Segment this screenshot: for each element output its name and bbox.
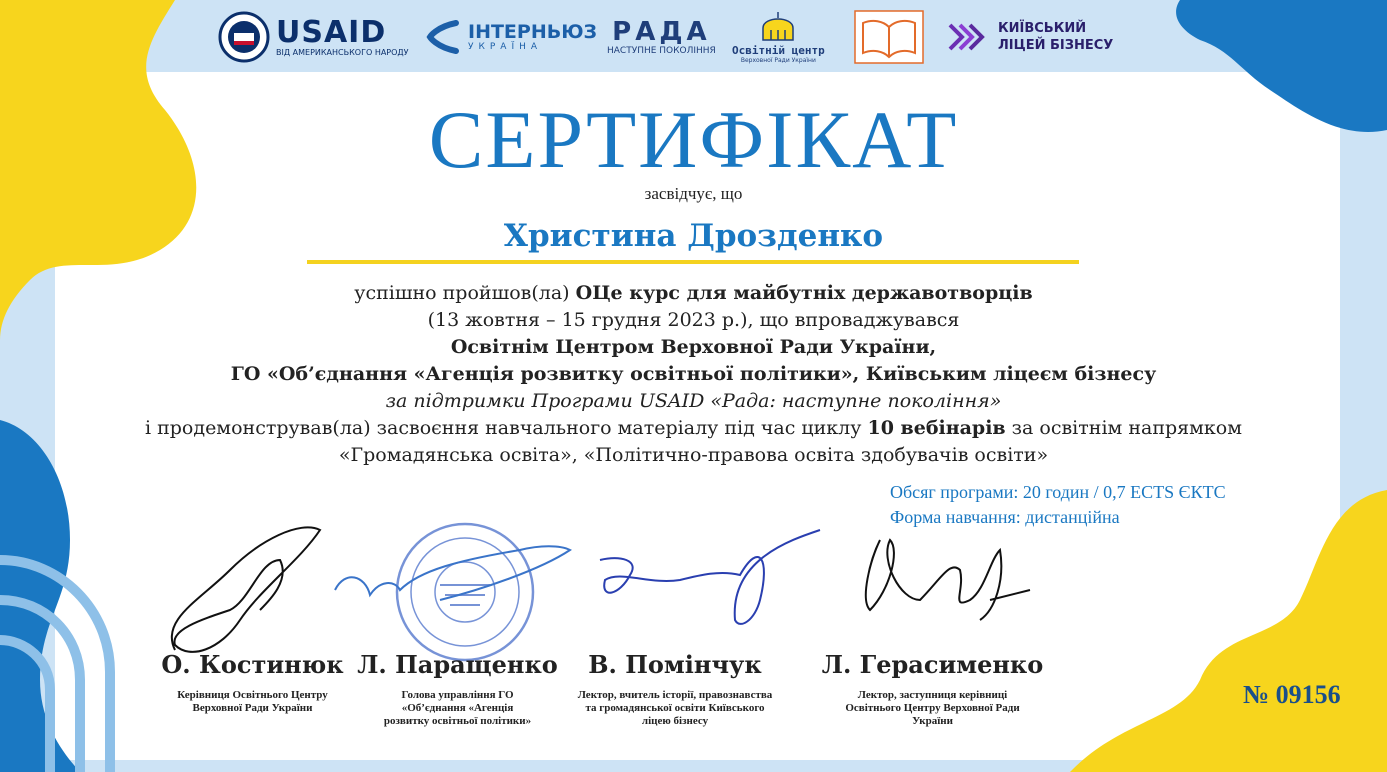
signatory-name: Л. Герасименко — [821, 650, 1044, 679]
course-intro: успішно пройшов(ла) — [354, 282, 576, 304]
open-book-icon — [853, 9, 925, 65]
usaid-logo — [218, 6, 409, 68]
body-line-dates: (13 жовтня – 15 грудня 2023 р.), що впроваджувався — [427, 309, 960, 331]
partner-logos — [0, 0, 1387, 72]
usaid-wordmark: USAID — [276, 14, 387, 50]
certificate-number: № 09156 — [1243, 680, 1341, 709]
signatory-role — [545, 689, 805, 728]
rada-logo — [607, 6, 716, 68]
program-info — [890, 480, 1226, 530]
webinars-intro: і продемонстрував(ла) засвоєння навчального матеріалу під час циклу — [144, 417, 868, 439]
internews-chevron-icon — [426, 19, 462, 55]
body-line-organizer-2: ГО «Об’єднання «Агенція розвитку освітньої політики», Київським ліцеєм бізнесу — [230, 363, 1157, 385]
rada-tagline: НАСТУПНЕ ПОКОЛІННЯ — [607, 46, 716, 56]
signatory-2 — [345, 650, 570, 728]
role-line: Лектор, вчитель історії, правознавства — [577, 689, 773, 701]
signatory-3 — [545, 650, 805, 728]
role-line: Голова управління ГО — [401, 689, 514, 701]
role-line: та громадянської освіти Київського — [585, 702, 765, 714]
signatory-name: Л. Паращенко — [357, 650, 558, 679]
internews-wordmark: ІНТЕРНЬЮЗ — [468, 21, 598, 43]
internews-logo — [426, 6, 597, 68]
program-volume: Обсяг програми: 20 годин / 0,7 ECTS ЄКТС — [890, 482, 1226, 502]
name-underline — [307, 260, 1079, 264]
body-line-support: за підтримки Програми USAID «Рада: наступне покоління» — [385, 390, 1002, 412]
internews-tagline: УКРАЇНА — [468, 42, 543, 52]
lyceum-name-line1: КИЇВСЬКИЙ — [998, 21, 1087, 36]
signatory-4 — [805, 650, 1060, 728]
webinars-count: 10 вебінарів — [867, 417, 1006, 439]
body-line-organizer-1: Освітнім Центром Верховної Ради України, — [450, 336, 937, 358]
role-line: Освітнього Центру Верховної Ради — [845, 702, 1020, 714]
program-form: Форма навчання: дистанційна — [890, 507, 1120, 527]
certifies-text: засвідчує, що — [644, 184, 743, 203]
policy-agency-logo — [853, 6, 925, 68]
role-line: України — [912, 715, 953, 727]
signatory-name: О. Костинюк — [161, 650, 344, 679]
building-dome-icon — [753, 10, 803, 44]
role-line: Верховної Ради України — [192, 702, 313, 714]
body-line-webinars — [0, 415, 1387, 442]
education-center-name: Освітній центр — [732, 44, 825, 57]
lyceum-stripes-icon — [946, 17, 990, 57]
body-line-directions: «Громадянська освіта», «Політично-правова освіта здобувачів освіти» — [338, 444, 1049, 466]
signatory-role — [805, 689, 1060, 728]
role-line: ліцею бізнесу — [641, 715, 709, 727]
signatory-1 — [140, 650, 365, 715]
education-center-logo — [732, 6, 825, 68]
certificate-body — [0, 280, 1387, 469]
signatory-role — [345, 689, 570, 728]
body-line-course — [0, 280, 1387, 307]
webinars-outro: за освітнім напрямком — [1005, 417, 1243, 439]
recipient-name: Христина Дрозденко — [503, 218, 884, 254]
signatory-name: В. Помінчук — [588, 650, 762, 679]
course-name: ОЦе курс для майбутніх державотворців — [575, 282, 1033, 304]
role-line: Лектор, заступниця керівниці — [857, 689, 1008, 701]
role-line: Керівниця Освітнього Центру — [177, 689, 328, 701]
usaid-tagline: ВІД АМЕРИКАНСЬКОГО НАРОДУ — [276, 47, 409, 57]
education-center-sub: Верховної Ради України — [740, 57, 816, 64]
signatory-role — [140, 689, 365, 715]
usaid-seal-icon — [218, 11, 270, 63]
kyiv-business-lyceum-logo — [946, 6, 1113, 68]
rada-wordmark: РАДА — [612, 17, 711, 47]
certificate-title: СЕРТИФІКАТ — [428, 94, 959, 185]
role-line: розвитку освітньої політики» — [383, 715, 532, 727]
role-line: «Об’єднання «Агенція — [401, 702, 514, 714]
lyceum-name-line2: ЛІЦЕЙ БІЗНЕСУ — [998, 38, 1114, 53]
